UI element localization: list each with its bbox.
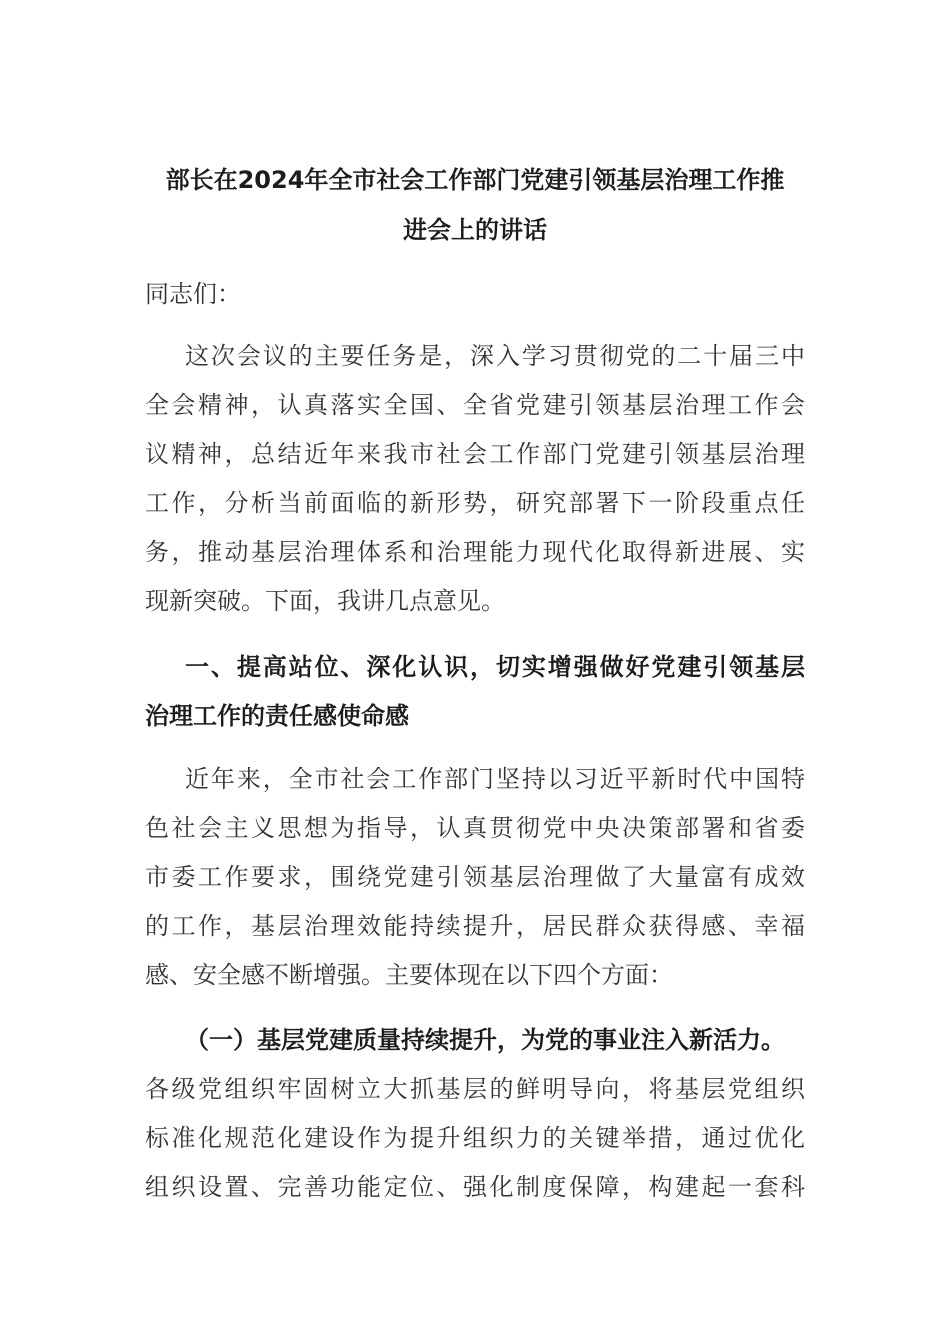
subsection-body-line: 各级党组织牢固树立大抓基层的鲜明导向，将基层党组织 [145, 1075, 805, 1103]
section-body-line: 市委工作要求，围绕党建引领基层治理做了大量富有成效 [145, 863, 805, 891]
section-heading-line: 治理工作的责任感使命感 [145, 702, 409, 730]
section-heading-line: 一、提高站位、深化认识，切实增强做好党建引领基层 [185, 653, 805, 681]
section-body-line: 色社会主义思想为指导，认真贯彻党中央决策部署和省委 [145, 814, 805, 842]
document-title-line-2: 进会上的讲话 [403, 216, 547, 244]
section-body-line: 的工作，基层治理效能持续提升，居民群众获得感、幸福 [145, 912, 805, 940]
intro-line: 议精神，总结近年来我市社会工作部门党建引领基层治理 [145, 440, 805, 468]
section-body-line: 近年来，全市社会工作部门坚持以习近平新时代中国特 [185, 765, 805, 793]
intro-line: 工作，分析当前面临的新形势，研究部署下一阶段重点任 [145, 489, 805, 517]
intro-line: 这次会议的主要任务是，深入学习贯彻党的二十届三中 [185, 342, 805, 370]
subsection-body-line: 标准化规范化建设作为提升组织力的关键举措，通过优化 [145, 1124, 805, 1152]
section-body-line: 感、安全感不断增强。主要体现在以下四个方面： [145, 961, 673, 989]
subsection-heading: （一）基层党建质量持续提升，为党的事业注入新活力。 [185, 1026, 785, 1054]
intro-line: 现新突破。下面，我讲几点意见。 [145, 587, 505, 615]
intro-line: 全会精神，认真落实全国、全省党建引领基层治理工作会 [145, 391, 805, 419]
salutation: 同志们： [145, 280, 241, 308]
document-title-line-1: 部长在2024年全市社会工作部门党建引领基层治理工作推 [165, 166, 785, 194]
subsection-body-line: 组织设置、完善功能定位、强化制度保障，构建起一套科 [145, 1173, 805, 1201]
intro-line: 务，推动基层治理体系和治理能力现代化取得新进展、实 [145, 538, 805, 566]
